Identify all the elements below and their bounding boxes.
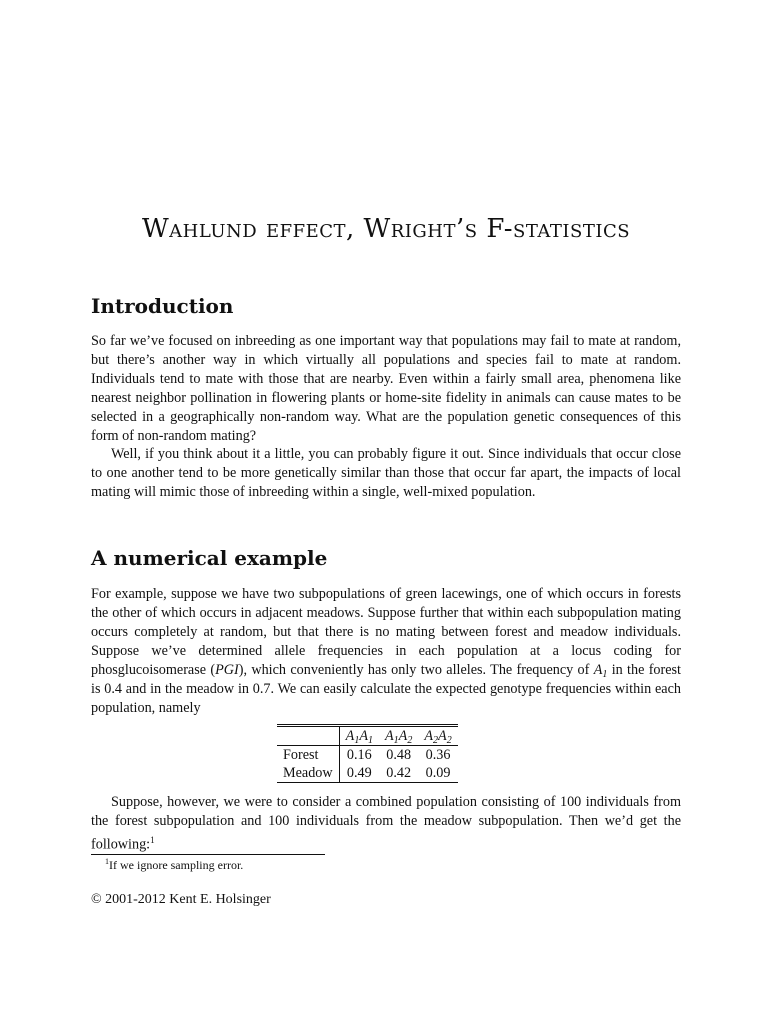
table-cell: 0.36 [425,747,451,763]
page-title: Wahlund effect, Wright’s F-statistics [141,214,631,244]
table-header-cell: $A_1A_1$ [339,726,379,746]
example-paragraph-2 [91,793,681,855]
table-row-label: Forest [277,746,339,765]
table-cell: 0.49 [346,765,372,781]
genotype-frequency-table [277,724,458,783]
section-heading-numerical-example: A numerical example [91,546,328,570]
section-heading-introduction: Introduction [91,294,234,318]
footnote [105,857,243,873]
example-text-a: For example, suppose we have two subpopulations of green lacewings, one of which occurs in forests the other of which occurs in adjacent meadows. Suppose further that within each subpopulation mating occurs completely at random, but that there is no mating between forest and meadow individuals. Suppose we’ve determined allele frequencies in each population at a locus coding for phosglucoisomerase ( [91,586,681,678]
example-paragraph-1 [91,585,681,718]
table-cell: 0.09 [425,765,451,781]
table-row [277,764,458,783]
table-cell: 0.48 [386,747,412,763]
table-cell: 0.42 [386,765,412,781]
example-text-d: Suppose, however, we were to consider a combined population consisting of 100 individuals from the forest subpopulation and 100 individuals from the meadow subpopulation. Then we’d get the following: [91,794,681,853]
footnote-marker: 1 [150,835,155,845]
table-header-row [277,726,458,746]
table-cell: 0.16 [346,747,372,763]
allele-symbol: $A_1$ [593,662,608,680]
example-text-c: in the forest is 0.4 and in the meadow in 0.7. We can easily calculate the expected genotype frequencies within each population, namely [91,662,682,716]
intro-paragraph-2: Well, if you think about it a little, you can probably figure it out. Since individuals that occur close to one another tend to be more genetically similar than those that occur far apart, the impacts of local mating will mimic those of inbreeding within a single, well-mixed population. [91,446,681,500]
example-text-b: ), which conveniently has only two alleles. The frequency of [238,662,594,678]
table-header-cell: $A_1A_2$ [379,726,418,746]
table-header-cell: $A_2A_2$ [418,726,457,746]
copyright-notice: © 2001-2012 Kent E. Holsinger [91,892,271,907]
footnote-text: If we ignore sampling error. [109,858,244,872]
table-row-label: Meadow [277,764,339,783]
footnote-rule [91,854,325,855]
table-row [277,746,458,765]
footnote-mark: 1 [105,857,109,866]
table-corner [277,726,339,746]
pgi-abbrev: PGI [215,662,239,678]
intro-paragraph-1: So far we’ve focused on inbreeding as one important way that populations may fail to mate at random, but there’s another way in which virtually all populations and species fail to mate at random. Individuals tend to mate with those that are nearby. Even within a fairly small area, phenomena like nearest neighbor pollination in flowering plants or home-site fidelity in animals can cause mates to be selected in a geographically non-random way. What are the population genetic consequences of this form of non-random mating? [91,333,681,444]
